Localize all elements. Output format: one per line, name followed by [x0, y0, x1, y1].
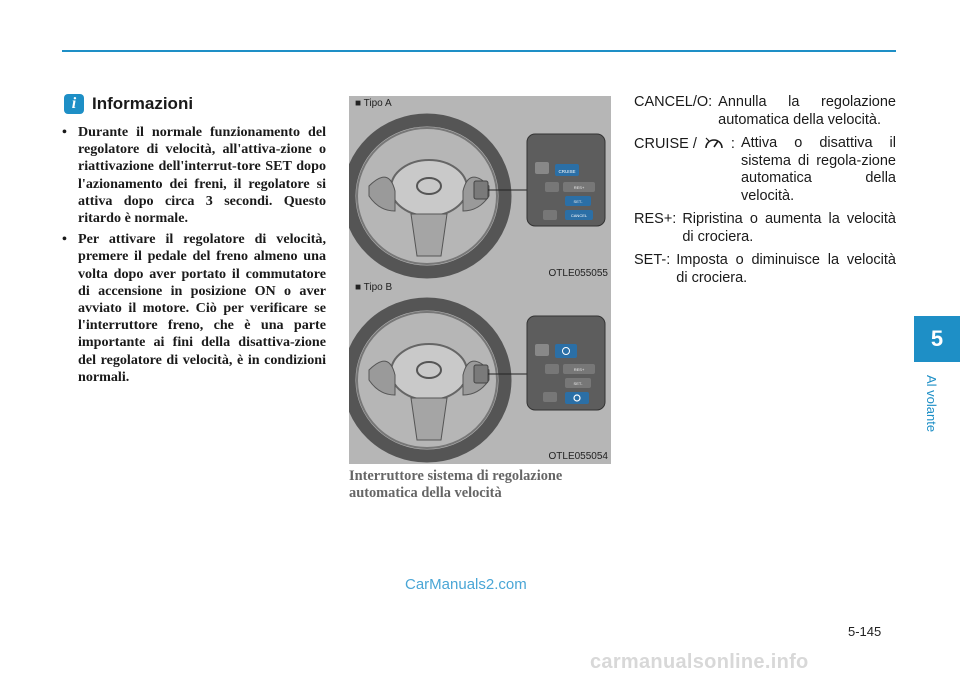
info-bullet-list [60, 124, 326, 390]
figure-caption: Interruttore sistema di regolazione automatica della velocità [349, 468, 563, 501]
info-bullet: • Durante il normale funzionamento del regolatore di velocità, all'attiva-zione o riattivazione dell'interrut-tore SET dopo l'azionamento dei freni, il regolatore si attiva dopo circa 3 secondi. Questo ritardo è normale. [60, 124, 326, 227]
info-icon-letter: i [71, 95, 77, 112]
chapter-tab-number: 5 [914, 316, 960, 362]
definition-set [634, 252, 896, 287]
figure-tag-a: ■ Tipo A [355, 98, 392, 109]
page-number: 5-145 [848, 624, 882, 639]
top-rule [62, 50, 896, 52]
definition-cancel [634, 94, 896, 129]
info-bullet: • Per attivare il regolatore di velocità, premere il pedale del freno almeno una volta dopo aver portato il commutatore di accensione in posizione ON o aver avviato il motore. Ciò per verificare se l'interruttore freno, che è una parte importante ai fini della disattiva-zione del regolatore di velocità, è in condizioni normali. [60, 231, 326, 386]
set-button-label: SET- [573, 199, 583, 204]
figure-code-b: OTLE055054 [548, 451, 608, 462]
definition-term: SET-: [634, 252, 671, 268]
definition-term: RES+: [634, 211, 677, 227]
definition-desc: Attiva o disattiva il sistema di regola-zione automatica della velocità. [740, 135, 896, 204]
definition-desc: Ripristina o aumenta la velocità di crociera. [682, 211, 896, 245]
definition-term: CANCEL/O: [634, 94, 713, 110]
res-button-label: RES+ [573, 367, 585, 372]
definition-desc: Annulla la regolazione automatica della velocità. [718, 94, 896, 128]
footer-watermark: carmanualsonline.info [590, 651, 809, 673]
watermark-link[interactable]: CarManuals2.com [405, 576, 527, 593]
cruise-button-label: CRUISE [558, 169, 576, 174]
definition-cruise [634, 135, 896, 205]
info-icon [64, 94, 84, 114]
chapter-tab-label [922, 368, 942, 438]
info-header [64, 94, 193, 114]
res-button-label: RES+ [573, 185, 585, 190]
steering-wheel-illustration [349, 96, 611, 281]
info-title: Informazioni [92, 94, 194, 113]
definition-term [634, 135, 735, 205]
definition-separator: : [730, 136, 735, 152]
figure-tag-b: ■ Tipo B [355, 282, 393, 293]
set-button-label: SET- [573, 381, 583, 386]
chapter-tab-label-text: Al volante [924, 374, 940, 432]
steering-wheel-illustration [349, 280, 611, 464]
figure-code-a: OTLE055055 [548, 268, 608, 279]
steering-wheel-figure-a [349, 96, 611, 281]
cruise-control-icon [703, 135, 725, 151]
steering-wheel-figure-b [349, 280, 611, 464]
cancel-button-label: CANCEL [570, 213, 588, 218]
definition-desc: Imposta o diminuisce la velocità di crociera. [676, 252, 896, 286]
definition-term-text: CRUISE / [634, 136, 697, 152]
definition-res [634, 211, 896, 246]
button-definitions [634, 94, 896, 293]
